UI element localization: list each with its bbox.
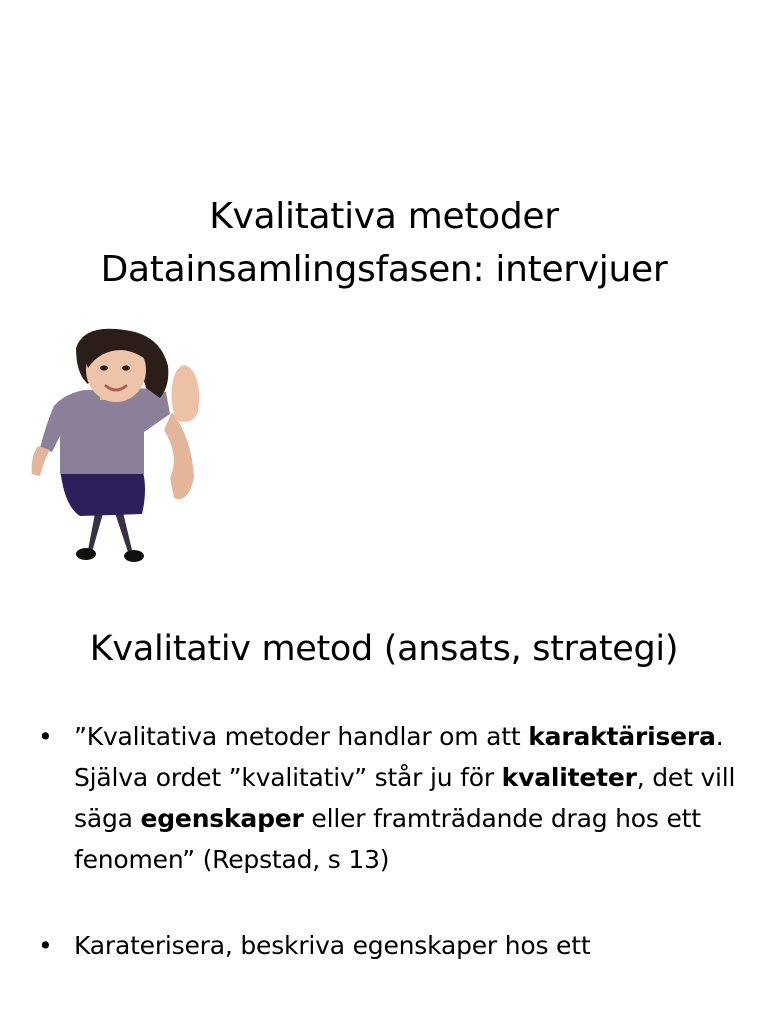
bullet-item: [38, 716, 738, 880]
bullet-item: [38, 925, 738, 966]
slide-2: [0, 588, 768, 1024]
bullet-text-segment: eller framträdande drag hos ett fenomen” (Repstad, s 13): [74, 804, 701, 874]
bullet-text-segment: Karaterisera, beskriva egenskaper hos ett: [74, 931, 591, 960]
bullet-text-bold: egenskaper: [140, 804, 304, 833]
bullet-text-bold: karaktärisera: [528, 722, 716, 751]
bullet-text: [74, 931, 590, 960]
bullet-text-segment: ”Kvalitativa metoder handlar om att: [74, 722, 529, 751]
slide-1-title-line-2: Datainsamlingsfasen: intervjuer: [100, 249, 668, 290]
slide-1-title: [0, 190, 768, 296]
bullet-text-bold: kvaliteter: [501, 763, 637, 792]
bullet-text: [74, 722, 735, 874]
bullet-text-segment: , det vill säga: [74, 763, 736, 833]
bullet-marker: •: [38, 722, 53, 751]
bullet-list: [38, 716, 738, 966]
bullet-text-segment: . Själva ordet ”kvalitativ” står ju för: [74, 722, 724, 792]
woman-listening-image: [24, 328, 224, 576]
bullet-marker: •: [38, 931, 53, 960]
slide-2-title: Kvalitativ metod (ansats, strategi): [89, 629, 679, 669]
slide-1-title-line-1: Kvalitativa metoder: [209, 196, 559, 237]
